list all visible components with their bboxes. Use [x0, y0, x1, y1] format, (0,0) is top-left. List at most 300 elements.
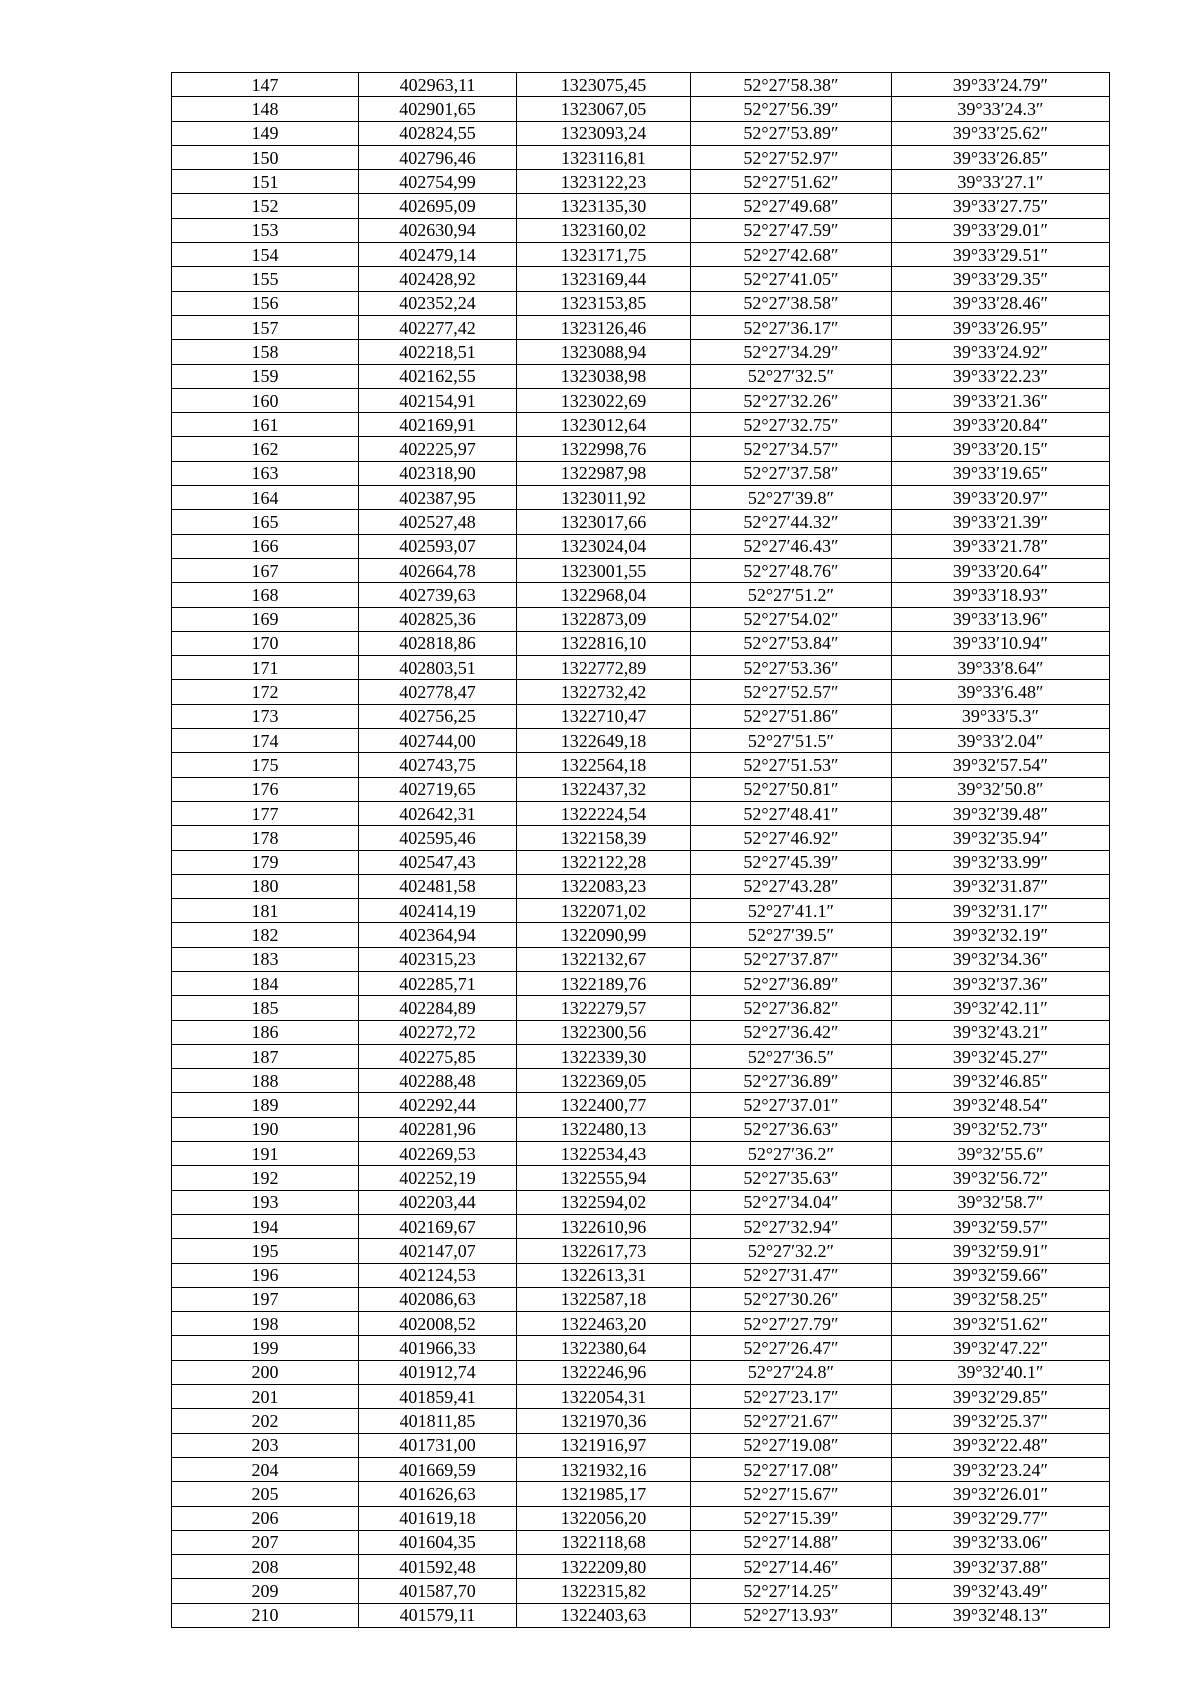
point-number-cell: 161 [172, 413, 359, 437]
table-row [172, 1020, 1110, 1044]
longitude-cell: 39°33′20.97″ [892, 486, 1110, 510]
latitude-cell: 52°27′19.08″ [691, 1433, 892, 1457]
longitude-cell: 39°32′32.19″ [892, 923, 1110, 947]
x-coordinate-cell: 401587,70 [359, 1579, 517, 1603]
x-coordinate-cell: 402593,07 [359, 534, 517, 558]
point-number-cell: 195 [172, 1239, 359, 1263]
longitude-cell: 39°32′46.85″ [892, 1069, 1110, 1093]
table-row [172, 1506, 1110, 1530]
x-coordinate-cell: 402169,91 [359, 413, 517, 437]
table-row [172, 1579, 1110, 1603]
x-coordinate-cell: 402630,94 [359, 218, 517, 242]
latitude-cell: 52°27′36.17″ [691, 315, 892, 339]
x-coordinate-cell: 402218,51 [359, 340, 517, 364]
x-coordinate-cell: 401731,00 [359, 1433, 517, 1457]
x-coordinate-cell: 402743,75 [359, 753, 517, 777]
x-coordinate-cell: 402284,89 [359, 996, 517, 1020]
latitude-cell: 52°27′24.8″ [691, 1360, 892, 1384]
point-number-cell: 174 [172, 729, 359, 753]
longitude-cell: 39°33′27.1″ [892, 170, 1110, 194]
longitude-cell: 39°32′59.57″ [892, 1214, 1110, 1238]
table-row [172, 899, 1110, 923]
y-coordinate-cell: 1323001,55 [517, 558, 691, 582]
longitude-cell: 39°33′22.23″ [892, 364, 1110, 388]
x-coordinate-cell: 402387,95 [359, 486, 517, 510]
point-number-cell: 196 [172, 1263, 359, 1287]
longitude-cell: 39°32′57.54″ [892, 753, 1110, 777]
y-coordinate-cell: 1322816,10 [517, 631, 691, 655]
point-number-cell: 177 [172, 801, 359, 825]
x-coordinate-cell: 402288,48 [359, 1069, 517, 1093]
table-row [172, 243, 1110, 267]
y-coordinate-cell: 1322071,02 [517, 899, 691, 923]
table-row [172, 461, 1110, 485]
longitude-cell: 39°33′29.01″ [892, 218, 1110, 242]
longitude-cell: 39°32′43.21″ [892, 1020, 1110, 1044]
x-coordinate-cell: 402203,44 [359, 1190, 517, 1214]
point-number-cell: 197 [172, 1287, 359, 1311]
y-coordinate-cell: 1322246,96 [517, 1360, 691, 1384]
table-row [172, 170, 1110, 194]
point-number-cell: 171 [172, 656, 359, 680]
y-coordinate-cell: 1322279,57 [517, 996, 691, 1020]
longitude-cell: 39°32′48.13″ [892, 1603, 1110, 1627]
y-coordinate-cell: 1322534,43 [517, 1142, 691, 1166]
longitude-cell: 39°32′55.6″ [892, 1142, 1110, 1166]
longitude-cell: 39°33′6.48″ [892, 680, 1110, 704]
table-row [172, 558, 1110, 582]
longitude-cell: 39°32′58.25″ [892, 1287, 1110, 1311]
point-number-cell: 207 [172, 1530, 359, 1554]
latitude-cell: 52°27′51.5″ [691, 729, 892, 753]
point-number-cell: 148 [172, 97, 359, 121]
y-coordinate-cell: 1322339,30 [517, 1044, 691, 1068]
longitude-cell: 39°33′21.36″ [892, 388, 1110, 412]
longitude-cell: 39°32′26.01″ [892, 1482, 1110, 1506]
y-coordinate-cell: 1322403,63 [517, 1603, 691, 1627]
table-row [172, 777, 1110, 801]
table-row [172, 1069, 1110, 1093]
x-coordinate-cell: 402756,25 [359, 704, 517, 728]
longitude-cell: 39°32′37.88″ [892, 1555, 1110, 1579]
table-row [172, 534, 1110, 558]
longitude-cell: 39°33′5.3″ [892, 704, 1110, 728]
y-coordinate-cell: 1322300,56 [517, 1020, 691, 1044]
latitude-cell: 52°27′15.67″ [691, 1482, 892, 1506]
longitude-cell: 39°32′47.22″ [892, 1336, 1110, 1360]
longitude-cell: 39°32′35.94″ [892, 826, 1110, 850]
table-row [172, 73, 1110, 97]
y-coordinate-cell: 1322555,94 [517, 1166, 691, 1190]
x-coordinate-cell: 402275,85 [359, 1044, 517, 1068]
table-row [172, 1239, 1110, 1263]
point-number-cell: 168 [172, 583, 359, 607]
longitude-cell: 39°32′40.1″ [892, 1360, 1110, 1384]
x-coordinate-cell: 402824,55 [359, 121, 517, 145]
y-coordinate-cell: 1322056,20 [517, 1506, 691, 1530]
point-number-cell: 153 [172, 218, 359, 242]
y-coordinate-cell: 1323116,81 [517, 145, 691, 169]
longitude-cell: 39°33′24.3″ [892, 97, 1110, 121]
point-number-cell: 194 [172, 1214, 359, 1238]
x-coordinate-cell: 401912,74 [359, 1360, 517, 1384]
longitude-cell: 39°32′34.36″ [892, 947, 1110, 971]
table-row [172, 947, 1110, 971]
table-row [172, 850, 1110, 874]
latitude-cell: 52°27′36.42″ [691, 1020, 892, 1044]
table-row [172, 656, 1110, 680]
table-row [172, 1117, 1110, 1141]
x-coordinate-cell: 402285,71 [359, 971, 517, 995]
table-row [172, 510, 1110, 534]
x-coordinate-cell: 402719,65 [359, 777, 517, 801]
x-coordinate-cell: 402225,97 [359, 437, 517, 461]
table-row [172, 1433, 1110, 1457]
longitude-cell: 39°33′20.64″ [892, 558, 1110, 582]
table-row [172, 874, 1110, 898]
y-coordinate-cell: 1321970,36 [517, 1409, 691, 1433]
y-coordinate-cell: 1322132,67 [517, 947, 691, 971]
longitude-cell: 39°32′42.11″ [892, 996, 1110, 1020]
latitude-cell: 52°27′31.47″ [691, 1263, 892, 1287]
latitude-cell: 52°27′14.88″ [691, 1530, 892, 1554]
point-number-cell: 191 [172, 1142, 359, 1166]
y-coordinate-cell: 1322118,68 [517, 1530, 691, 1554]
point-number-cell: 182 [172, 923, 359, 947]
point-number-cell: 170 [172, 631, 359, 655]
x-coordinate-cell: 402269,53 [359, 1142, 517, 1166]
point-number-cell: 154 [172, 243, 359, 267]
y-coordinate-cell: 1322369,05 [517, 1069, 691, 1093]
latitude-cell: 52°27′35.63″ [691, 1166, 892, 1190]
longitude-cell: 39°33′21.39″ [892, 510, 1110, 534]
x-coordinate-cell: 402086,63 [359, 1287, 517, 1311]
table-row [172, 1336, 1110, 1360]
table-row [172, 1555, 1110, 1579]
latitude-cell: 52°27′30.26″ [691, 1287, 892, 1311]
table-row [172, 437, 1110, 461]
latitude-cell: 52°27′51.53″ [691, 753, 892, 777]
table-row [172, 1166, 1110, 1190]
table-row [172, 218, 1110, 242]
point-number-cell: 205 [172, 1482, 359, 1506]
x-coordinate-cell: 401592,48 [359, 1555, 517, 1579]
table-row [172, 413, 1110, 437]
x-coordinate-cell: 401811,85 [359, 1409, 517, 1433]
longitude-cell: 39°33′26.95″ [892, 315, 1110, 339]
latitude-cell: 52°27′17.08″ [691, 1457, 892, 1481]
latitude-cell: 52°27′41.1″ [691, 899, 892, 923]
y-coordinate-cell: 1323022,69 [517, 388, 691, 412]
longitude-cell: 39°33′26.85″ [892, 145, 1110, 169]
longitude-cell: 39°32′45.27″ [892, 1044, 1110, 1068]
y-coordinate-cell: 1322189,76 [517, 971, 691, 995]
point-number-cell: 147 [172, 73, 359, 97]
longitude-cell: 39°32′23.24″ [892, 1457, 1110, 1481]
y-coordinate-cell: 1322564,18 [517, 753, 691, 777]
x-coordinate-cell: 402364,94 [359, 923, 517, 947]
latitude-cell: 52°27′32.75″ [691, 413, 892, 437]
point-number-cell: 209 [172, 1579, 359, 1603]
y-coordinate-cell: 1323024,04 [517, 534, 691, 558]
x-coordinate-cell: 401626,63 [359, 1482, 517, 1506]
latitude-cell: 52°27′51.86″ [691, 704, 892, 728]
longitude-cell: 39°32′39.48″ [892, 801, 1110, 825]
point-number-cell: 192 [172, 1166, 359, 1190]
longitude-cell: 39°33′24.79″ [892, 73, 1110, 97]
table-row [172, 388, 1110, 412]
x-coordinate-cell: 402281,96 [359, 1117, 517, 1141]
table-row [172, 194, 1110, 218]
table-row [172, 1457, 1110, 1481]
y-coordinate-cell: 1322610,96 [517, 1214, 691, 1238]
x-coordinate-cell: 402318,90 [359, 461, 517, 485]
y-coordinate-cell: 1322772,89 [517, 656, 691, 680]
latitude-cell: 52°27′36.5″ [691, 1044, 892, 1068]
latitude-cell: 52°27′51.62″ [691, 170, 892, 194]
y-coordinate-cell: 1321932,16 [517, 1457, 691, 1481]
x-coordinate-cell: 402527,48 [359, 510, 517, 534]
y-coordinate-cell: 1322400,77 [517, 1093, 691, 1117]
y-coordinate-cell: 1322617,73 [517, 1239, 691, 1263]
latitude-cell: 52°27′39.8″ [691, 486, 892, 510]
table-row [172, 1603, 1110, 1627]
x-coordinate-cell: 402008,52 [359, 1312, 517, 1336]
latitude-cell: 52°27′44.32″ [691, 510, 892, 534]
longitude-cell: 39°33′29.51″ [892, 243, 1110, 267]
longitude-cell: 39°33′28.46″ [892, 291, 1110, 315]
longitude-cell: 39°33′21.78″ [892, 534, 1110, 558]
x-coordinate-cell: 402754,99 [359, 170, 517, 194]
longitude-cell: 39°33′29.35″ [892, 267, 1110, 291]
x-coordinate-cell: 402147,07 [359, 1239, 517, 1263]
point-number-cell: 189 [172, 1093, 359, 1117]
latitude-cell: 52°27′45.39″ [691, 850, 892, 874]
latitude-cell: 52°27′27.79″ [691, 1312, 892, 1336]
table-row [172, 315, 1110, 339]
point-number-cell: 176 [172, 777, 359, 801]
y-coordinate-cell: 1323017,66 [517, 510, 691, 534]
point-number-cell: 172 [172, 680, 359, 704]
point-number-cell: 157 [172, 315, 359, 339]
y-coordinate-cell: 1323153,85 [517, 291, 691, 315]
longitude-cell: 39°33′2.04″ [892, 729, 1110, 753]
x-coordinate-cell: 402272,72 [359, 1020, 517, 1044]
table-row [172, 1312, 1110, 1336]
longitude-cell: 39°32′51.62″ [892, 1312, 1110, 1336]
y-coordinate-cell: 1322090,99 [517, 923, 691, 947]
latitude-cell: 52°27′34.29″ [691, 340, 892, 364]
longitude-cell: 39°32′52.73″ [892, 1117, 1110, 1141]
table-row [172, 1482, 1110, 1506]
y-coordinate-cell: 1323075,45 [517, 73, 691, 97]
latitude-cell: 52°27′38.58″ [691, 291, 892, 315]
table-row [172, 826, 1110, 850]
longitude-cell: 39°32′33.06″ [892, 1530, 1110, 1554]
y-coordinate-cell: 1322437,32 [517, 777, 691, 801]
latitude-cell: 52°27′36.2″ [691, 1142, 892, 1166]
table-row [172, 801, 1110, 825]
table-row [172, 753, 1110, 777]
x-coordinate-cell: 402252,19 [359, 1166, 517, 1190]
point-number-cell: 160 [172, 388, 359, 412]
longitude-cell: 39°33′20.84″ [892, 413, 1110, 437]
x-coordinate-cell: 401859,41 [359, 1385, 517, 1409]
latitude-cell: 52°27′48.76″ [691, 558, 892, 582]
x-coordinate-cell: 402352,24 [359, 291, 517, 315]
latitude-cell: 52°27′36.89″ [691, 971, 892, 995]
y-coordinate-cell: 1323169,44 [517, 267, 691, 291]
latitude-cell: 52°27′34.04″ [691, 1190, 892, 1214]
table-row [172, 1044, 1110, 1068]
longitude-cell: 39°32′48.54″ [892, 1093, 1110, 1117]
x-coordinate-cell: 402315,23 [359, 947, 517, 971]
y-coordinate-cell: 1323088,94 [517, 340, 691, 364]
latitude-cell: 52°27′48.41″ [691, 801, 892, 825]
x-coordinate-cell: 402901,65 [359, 97, 517, 121]
point-number-cell: 201 [172, 1385, 359, 1409]
point-number-cell: 152 [172, 194, 359, 218]
point-number-cell: 158 [172, 340, 359, 364]
latitude-cell: 52°27′32.2″ [691, 1239, 892, 1263]
longitude-cell: 39°33′24.92″ [892, 340, 1110, 364]
latitude-cell: 52°27′23.17″ [691, 1385, 892, 1409]
table-row [172, 1287, 1110, 1311]
latitude-cell: 52°27′53.84″ [691, 631, 892, 655]
point-number-cell: 184 [172, 971, 359, 995]
longitude-cell: 39°32′29.85″ [892, 1385, 1110, 1409]
y-coordinate-cell: 1323160,02 [517, 218, 691, 242]
latitude-cell: 52°27′13.93″ [691, 1603, 892, 1627]
latitude-cell: 52°27′52.97″ [691, 145, 892, 169]
latitude-cell: 52°27′34.57″ [691, 437, 892, 461]
point-number-cell: 156 [172, 291, 359, 315]
x-coordinate-cell: 402428,92 [359, 267, 517, 291]
point-number-cell: 185 [172, 996, 359, 1020]
y-coordinate-cell: 1322122,28 [517, 850, 691, 874]
x-coordinate-cell: 402796,46 [359, 145, 517, 169]
x-coordinate-cell: 402642,31 [359, 801, 517, 825]
table-row [172, 1093, 1110, 1117]
latitude-cell: 52°27′58.38″ [691, 73, 892, 97]
point-number-cell: 190 [172, 1117, 359, 1141]
y-coordinate-cell: 1323122,23 [517, 170, 691, 194]
point-number-cell: 165 [172, 510, 359, 534]
latitude-cell: 52°27′36.63″ [691, 1117, 892, 1141]
latitude-cell: 52°27′43.28″ [691, 874, 892, 898]
longitude-cell: 39°33′19.65″ [892, 461, 1110, 485]
latitude-cell: 52°27′32.5″ [691, 364, 892, 388]
point-number-cell: 183 [172, 947, 359, 971]
longitude-cell: 39°33′10.94″ [892, 631, 1110, 655]
y-coordinate-cell: 1322710,47 [517, 704, 691, 728]
table-row [172, 267, 1110, 291]
latitude-cell: 52°27′52.57″ [691, 680, 892, 704]
x-coordinate-cell: 401604,35 [359, 1530, 517, 1554]
y-coordinate-cell: 1322998,76 [517, 437, 691, 461]
longitude-cell: 39°32′29.77″ [892, 1506, 1110, 1530]
y-coordinate-cell: 1322224,54 [517, 801, 691, 825]
point-number-cell: 198 [172, 1312, 359, 1336]
latitude-cell: 52°27′39.5″ [691, 923, 892, 947]
x-coordinate-cell: 402595,46 [359, 826, 517, 850]
table-row [172, 583, 1110, 607]
longitude-cell: 39°32′59.91″ [892, 1239, 1110, 1263]
point-number-cell: 179 [172, 850, 359, 874]
latitude-cell: 52°27′14.46″ [691, 1555, 892, 1579]
point-number-cell: 175 [172, 753, 359, 777]
x-coordinate-cell: 402277,42 [359, 315, 517, 339]
y-coordinate-cell: 1323171,75 [517, 243, 691, 267]
x-coordinate-cell: 402695,09 [359, 194, 517, 218]
table-row [172, 1360, 1110, 1384]
y-coordinate-cell: 1322380,64 [517, 1336, 691, 1360]
y-coordinate-cell: 1323012,64 [517, 413, 691, 437]
longitude-cell: 39°33′13.96″ [892, 607, 1110, 631]
x-coordinate-cell: 402778,47 [359, 680, 517, 704]
longitude-cell: 39°32′58.7″ [892, 1190, 1110, 1214]
table-row [172, 486, 1110, 510]
latitude-cell: 52°27′14.25″ [691, 1579, 892, 1603]
y-coordinate-cell: 1322158,39 [517, 826, 691, 850]
point-number-cell: 178 [172, 826, 359, 850]
table-row [172, 1263, 1110, 1287]
table-row [172, 145, 1110, 169]
point-number-cell: 199 [172, 1336, 359, 1360]
point-number-cell: 204 [172, 1457, 359, 1481]
y-coordinate-cell: 1322480,13 [517, 1117, 691, 1141]
table-row [172, 1530, 1110, 1554]
table-row [172, 607, 1110, 631]
point-number-cell: 193 [172, 1190, 359, 1214]
table-row [172, 1214, 1110, 1238]
y-coordinate-cell: 1322732,42 [517, 680, 691, 704]
longitude-cell: 39°33′25.62″ [892, 121, 1110, 145]
y-coordinate-cell: 1323038,98 [517, 364, 691, 388]
longitude-cell: 39°32′31.87″ [892, 874, 1110, 898]
latitude-cell: 52°27′49.68″ [691, 194, 892, 218]
latitude-cell: 52°27′46.43″ [691, 534, 892, 558]
table-row [172, 97, 1110, 121]
latitude-cell: 52°27′37.87″ [691, 947, 892, 971]
point-number-cell: 159 [172, 364, 359, 388]
x-coordinate-cell: 401579,11 [359, 1603, 517, 1627]
x-coordinate-cell: 402664,78 [359, 558, 517, 582]
latitude-cell: 52°27′51.2″ [691, 583, 892, 607]
x-coordinate-cell: 402818,86 [359, 631, 517, 655]
x-coordinate-cell: 402292,44 [359, 1093, 517, 1117]
longitude-cell: 39°32′25.37″ [892, 1409, 1110, 1433]
longitude-cell: 39°32′50.8″ [892, 777, 1110, 801]
longitude-cell: 39°33′27.75″ [892, 194, 1110, 218]
y-coordinate-cell: 1323093,24 [517, 121, 691, 145]
x-coordinate-cell: 401619,18 [359, 1506, 517, 1530]
latitude-cell: 52°27′50.81″ [691, 777, 892, 801]
point-number-cell: 206 [172, 1506, 359, 1530]
y-coordinate-cell: 1322054,31 [517, 1385, 691, 1409]
y-coordinate-cell: 1322209,80 [517, 1555, 691, 1579]
y-coordinate-cell: 1321985,17 [517, 1482, 691, 1506]
longitude-cell: 39°32′43.49″ [892, 1579, 1110, 1603]
latitude-cell: 52°27′54.02″ [691, 607, 892, 631]
table-row [172, 923, 1110, 947]
point-number-cell: 208 [172, 1555, 359, 1579]
y-coordinate-cell: 1322987,98 [517, 461, 691, 485]
latitude-cell: 52°27′36.82″ [691, 996, 892, 1020]
longitude-cell: 39°32′37.36″ [892, 971, 1110, 995]
x-coordinate-cell: 402481,58 [359, 874, 517, 898]
point-number-cell: 186 [172, 1020, 359, 1044]
